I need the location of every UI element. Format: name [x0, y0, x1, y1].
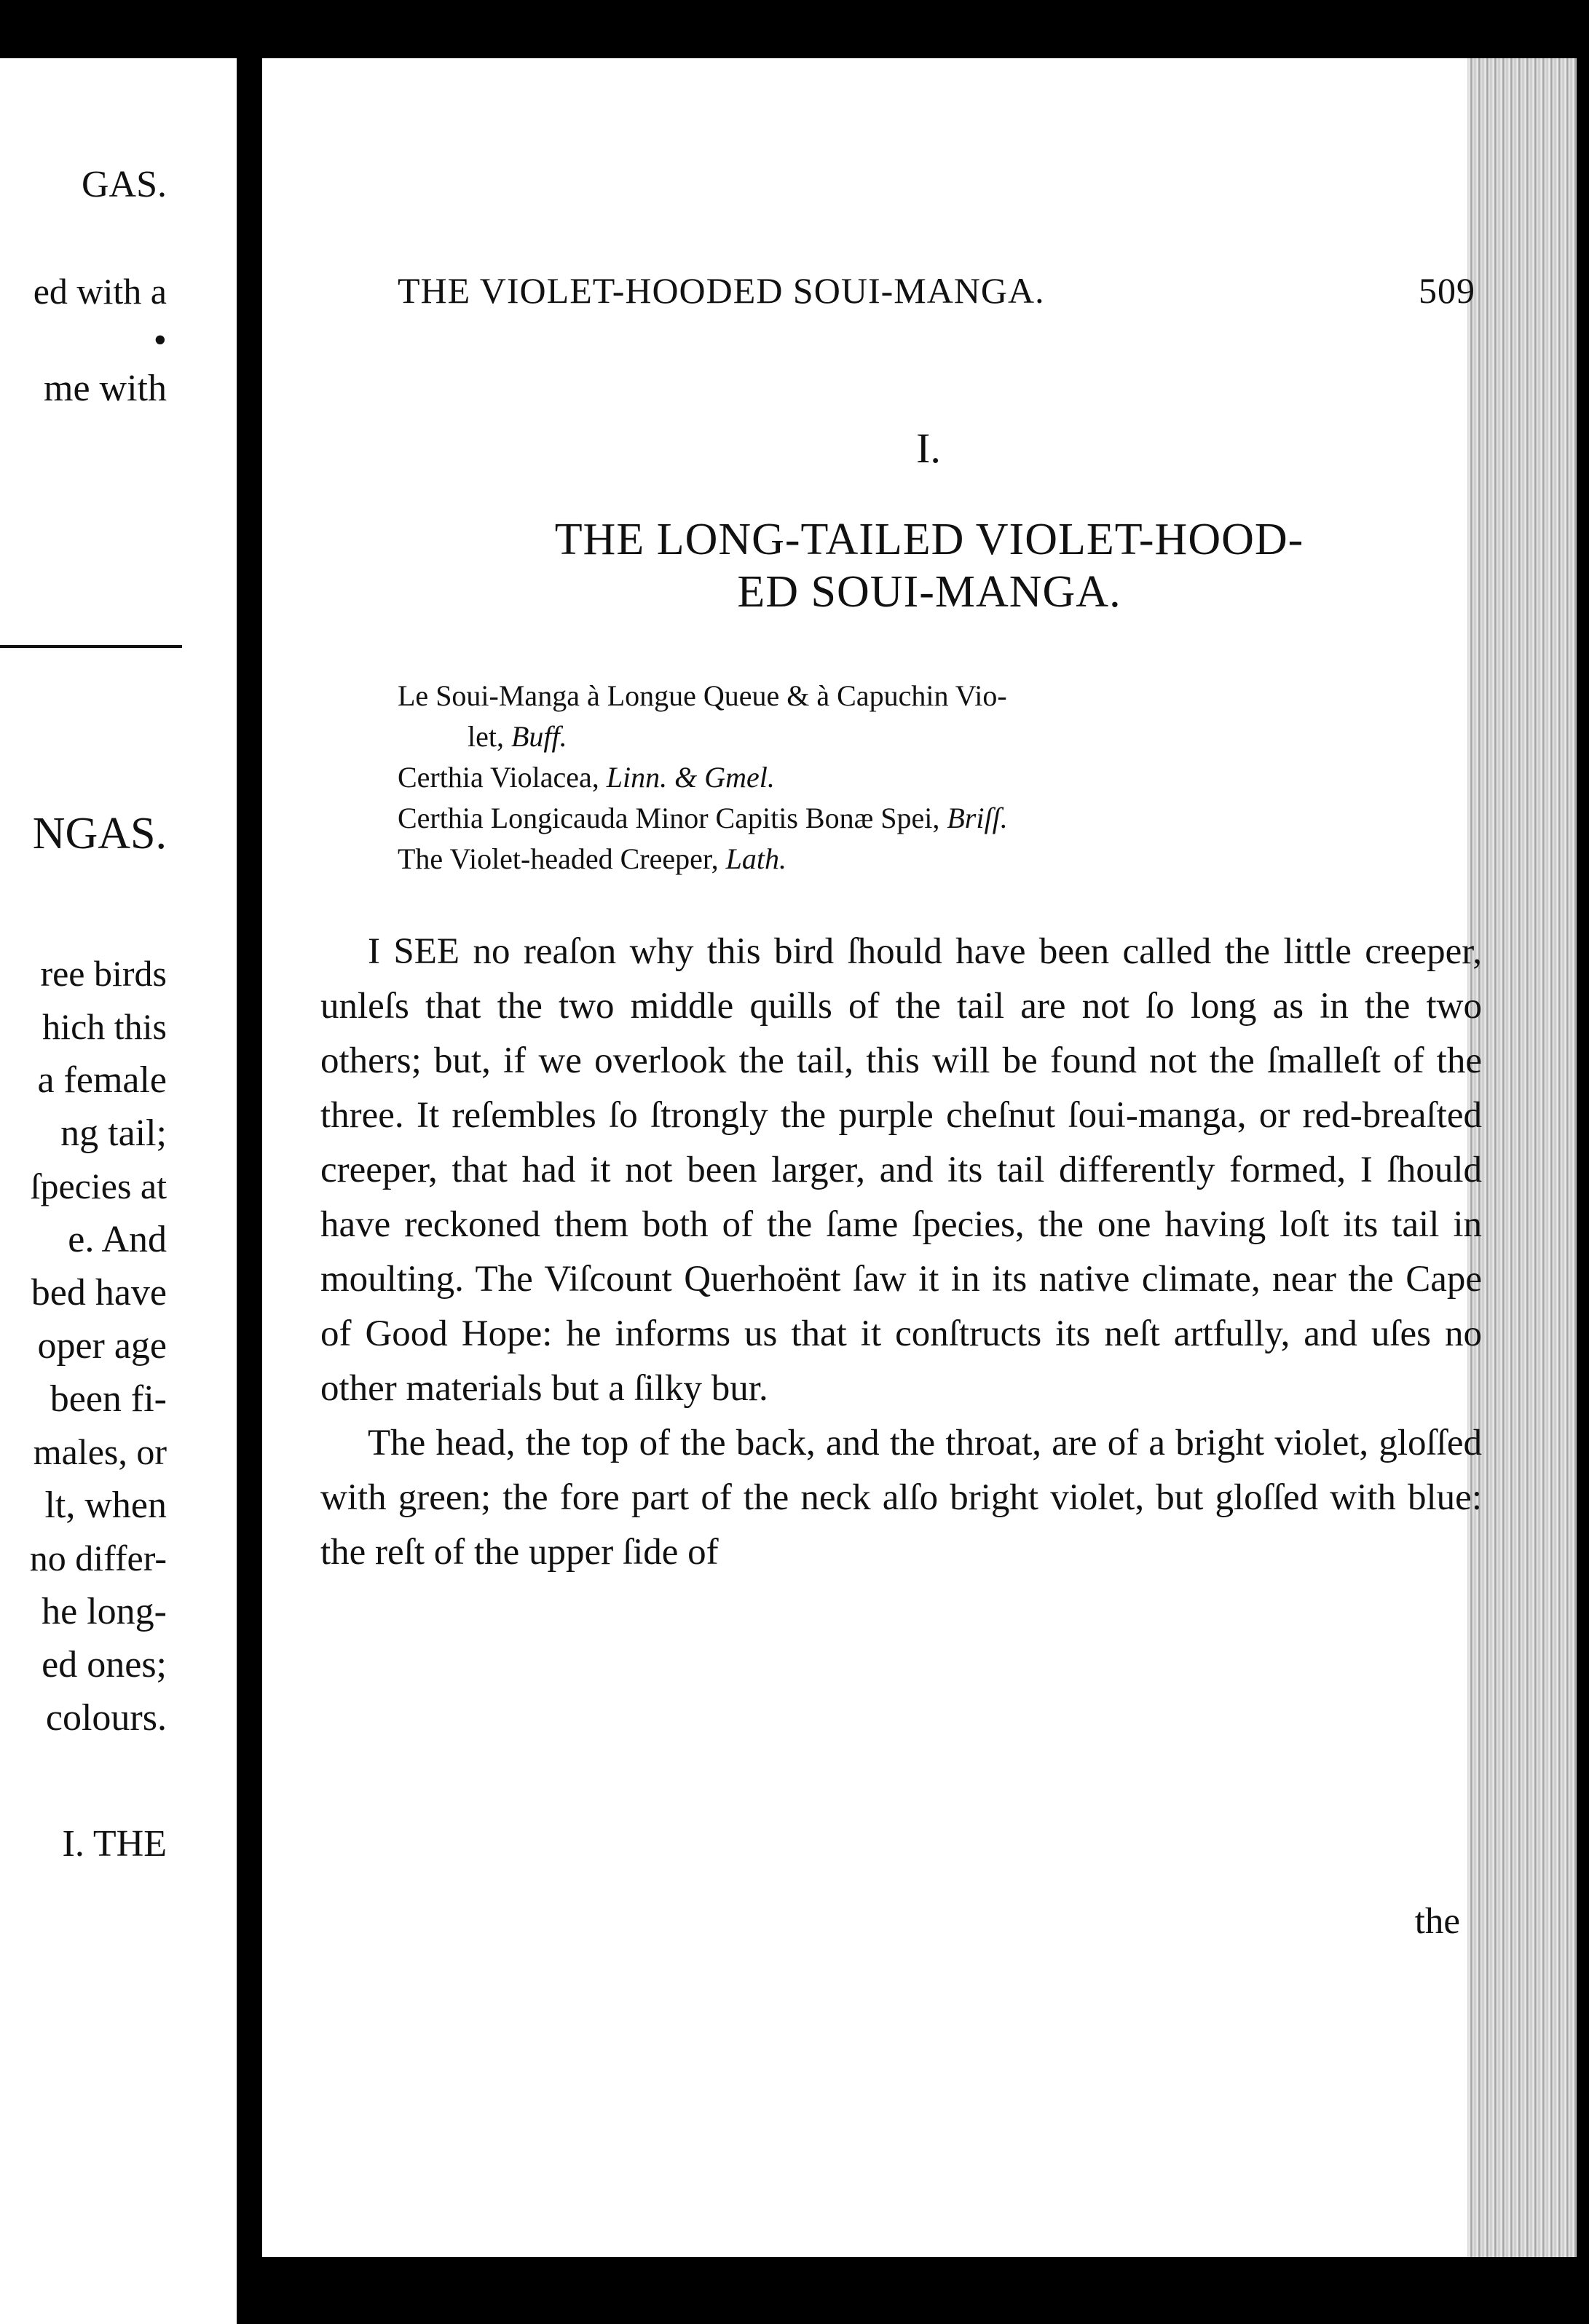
synonym-name: Le Soui-Manga à Longue Queue & à Capuchin Vio-	[398, 679, 1007, 712]
left-page-line: a female	[37, 1059, 167, 1101]
left-page-line: he long-	[42, 1591, 167, 1632]
synonym-authority: Briſſ.	[947, 802, 1008, 834]
running-head	[398, 269, 1475, 312]
left-page-line: ree birds	[40, 953, 167, 994]
synonym-name: let,	[468, 720, 511, 753]
left-page-line: oper age	[37, 1325, 167, 1367]
section-divider	[0, 645, 182, 648]
left-page-line: males, or	[33, 1431, 167, 1472]
left-page-line: no differ-	[29, 1538, 167, 1578]
left-page-line: been fi-	[50, 1378, 167, 1420]
left-page-line: me with	[44, 368, 167, 409]
left-page-line: ſpecies at	[30, 1166, 167, 1206]
synonym-entry	[398, 676, 1475, 716]
left-page-fragment	[0, 58, 237, 2324]
synonymy-list	[398, 676, 1475, 880]
body-text	[320, 925, 1482, 1580]
left-page-line: I. THE	[62, 1823, 167, 1865]
section-number: I.	[916, 424, 941, 472]
right-page	[262, 58, 1577, 2257]
left-page-line: GAS.	[81, 164, 167, 205]
paragraph-2: The head, the top of the back, and the throat, are of a bright violet, gloſſed with green; the fore part of the neck alſo bright violet, but gloſſed with blue: the reſt of the upper ſide of	[320, 1423, 1482, 1573]
left-page-line: bed have	[31, 1272, 167, 1313]
synonym-name: Certhia Longicauda Minor Capitis Bonæ Spei,	[398, 802, 947, 834]
page-number: 509	[1419, 270, 1475, 311]
left-page-line: ed with a	[33, 271, 167, 312]
catchword: the	[1414, 1901, 1460, 1942]
left-page-line: lt, when	[44, 1485, 167, 1526]
title-line-1: THE LONG-TAILED VIOLET-HOOD-	[554, 515, 1304, 564]
synonym-name: Certhia Violacea,	[398, 761, 607, 794]
synonym-authority: Buff.	[510, 720, 567, 753]
synonym-entry	[398, 757, 1475, 798]
left-page-line: e. And	[68, 1219, 167, 1260]
left-page-line: ng tail;	[60, 1112, 167, 1154]
paragraph-1: I SEE no reaſon why this bird ſhould have been called the little creeper, unleſs that the two middle quills of the tail are not ſo long as in the two others; but, if we overlook the tail, this will be found not the ſmalleſt of the three. It reſembles ſo ſtrongly the purple cheſnut ſoui-manga, or red-breaſted creeper, that had it not been larger, and its tail differently formed, I ſhould have reckoned them both of the ſame ſpecies, the one having loſt its tail in moulting. The Viſcount Querhoënt ſaw it in its native climate, near the Cape of Good Hope: he informs us that it conſtructs its neſt artfully, and uſes no other materials but a ſilky bur.	[320, 931, 1482, 1409]
synonym-name: The Violet-headed Creeper,	[398, 842, 726, 875]
synonym-authority: Lath.	[725, 842, 786, 875]
synonym-entry	[398, 839, 1475, 880]
running-head-title: THE VIOLET-HOODED SOUI-MANGA.	[398, 270, 1045, 311]
synonym-entry	[398, 716, 1475, 757]
synonym-entry	[398, 798, 1475, 839]
page-edges	[1467, 58, 1577, 2257]
synonym-authority: Linn. & Gmel.	[606, 761, 775, 794]
chapter-title	[339, 513, 1519, 618]
left-page-line: •	[153, 320, 167, 361]
left-page-line: NGAS.	[32, 809, 167, 858]
left-page-line: colours.	[45, 1697, 167, 1739]
left-page-line: ed ones;	[42, 1644, 167, 1685]
title-line-2: ED SOUI-MANGA.	[737, 567, 1121, 617]
left-page-line: hich this	[42, 1006, 167, 1047]
